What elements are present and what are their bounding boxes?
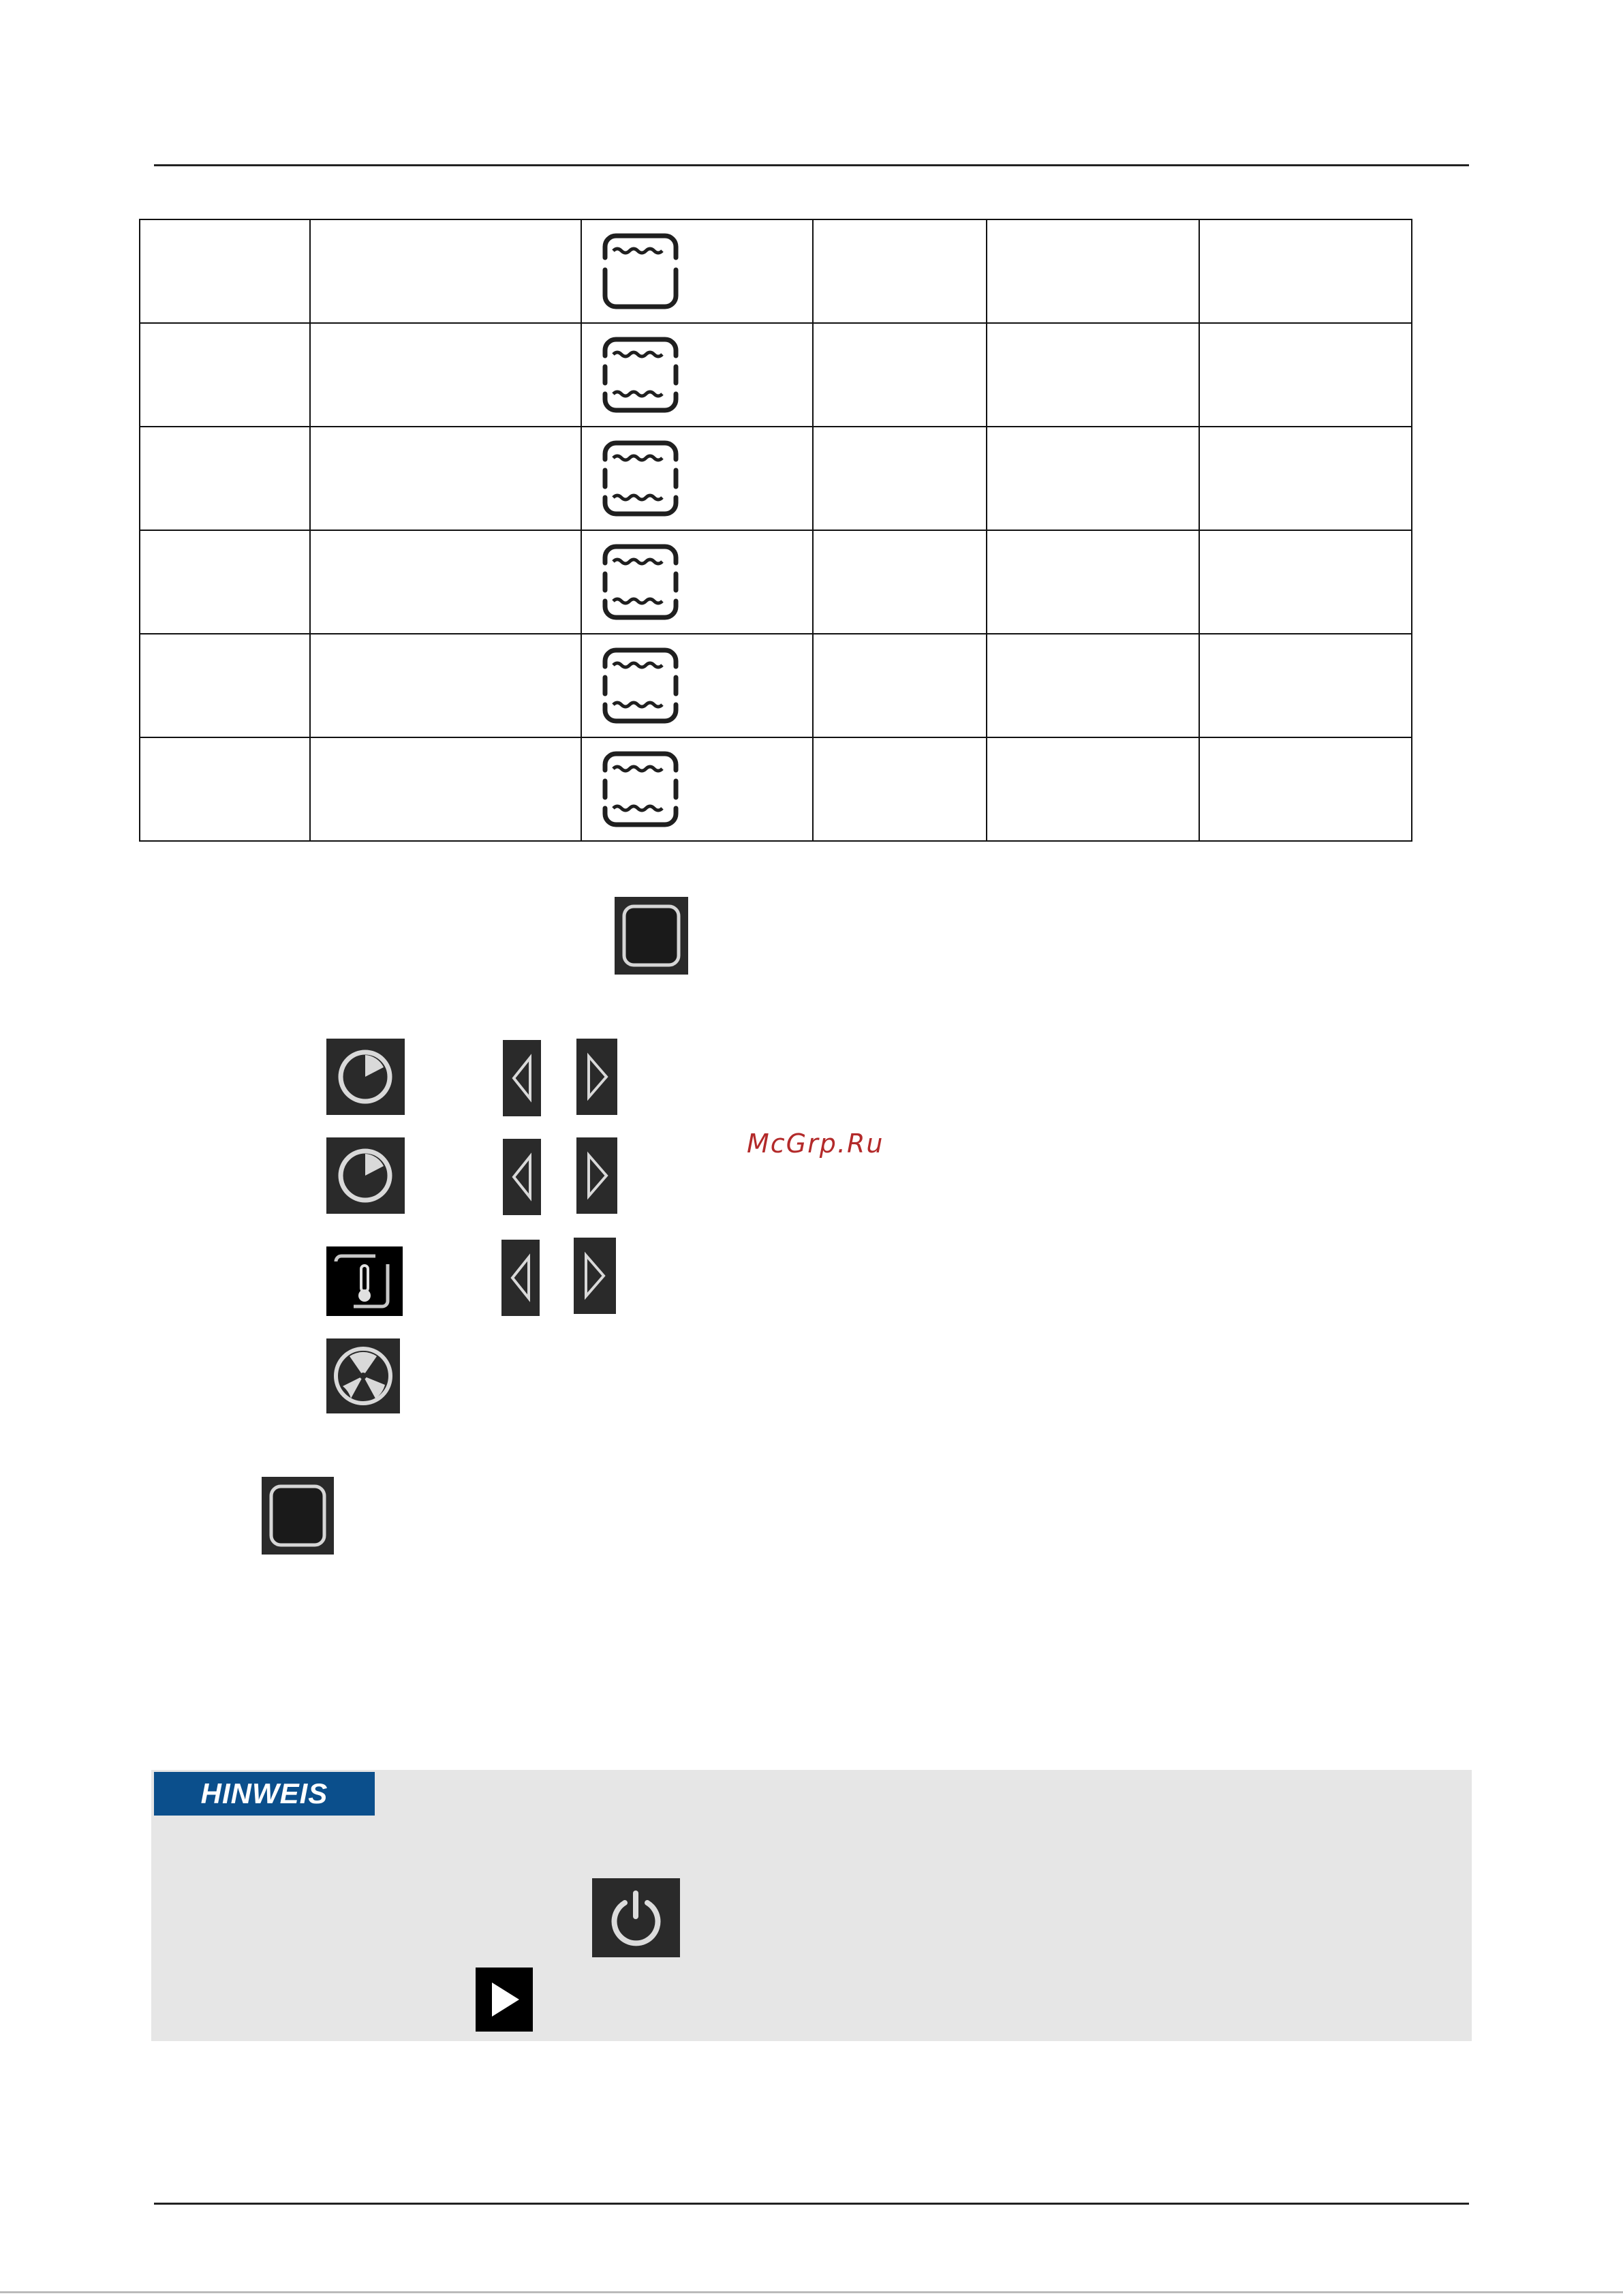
- table-cell: [140, 427, 310, 530]
- table-cell: [813, 427, 987, 530]
- table-cell: [310, 737, 581, 841]
- table-cell: [310, 323, 581, 427]
- table-cell: [581, 219, 813, 323]
- table-cell: [140, 323, 310, 427]
- arrow-left-icon[interactable]: [503, 1040, 541, 1116]
- table-cell: [1199, 634, 1412, 737]
- timer-icon[interactable]: [326, 1039, 405, 1115]
- table-cell: [140, 737, 310, 841]
- blank-key-icon[interactable]: [615, 897, 688, 975]
- table-row: [140, 530, 1412, 634]
- fan-icon[interactable]: [326, 1338, 400, 1413]
- table-row: [140, 737, 1412, 841]
- table-cell: [1199, 737, 1412, 841]
- table-cell: [581, 737, 813, 841]
- top-bottom-heat-icon: [596, 542, 685, 622]
- table-cell: [987, 219, 1199, 323]
- temperature-icon[interactable]: [326, 1246, 403, 1316]
- arrow-right-icon[interactable]: [576, 1039, 617, 1115]
- table-cell: [140, 634, 310, 737]
- table-cell: [581, 427, 813, 530]
- table-cell: [1199, 219, 1412, 323]
- table-cell: [310, 427, 581, 530]
- table-cell: [813, 737, 987, 841]
- table-row: [140, 427, 1412, 530]
- mode-table: [139, 219, 1412, 842]
- table-cell: [1199, 530, 1412, 634]
- header-rule: [154, 164, 1469, 166]
- table-cell: [310, 219, 581, 323]
- table-cell: [987, 737, 1199, 841]
- watermark: McGrp.Ru: [747, 1129, 884, 1159]
- table-row: [140, 323, 1412, 427]
- table-cell: [813, 530, 987, 634]
- table-cell: [987, 634, 1199, 737]
- table-cell: [310, 530, 581, 634]
- arrow-right-icon[interactable]: [574, 1238, 616, 1314]
- table-cell: [987, 323, 1199, 427]
- power-icon[interactable]: [592, 1878, 680, 1957]
- table-cell: [140, 530, 310, 634]
- scan-edge: [0, 2291, 1623, 2293]
- play-icon[interactable]: [476, 1968, 533, 2032]
- top-bottom-heat-icon: [596, 750, 685, 829]
- blank-key-icon[interactable]: [262, 1477, 334, 1555]
- table-cell: [987, 530, 1199, 634]
- arrow-right-icon[interactable]: [576, 1137, 617, 1214]
- top-bottom-heat-icon: [596, 646, 685, 725]
- top-bottom-heat-icon: [596, 439, 685, 518]
- table-cell: [813, 219, 987, 323]
- table-row: [140, 634, 1412, 737]
- arrow-left-icon[interactable]: [503, 1139, 541, 1215]
- top-heat-icon: [596, 232, 685, 311]
- table-cell: [1199, 427, 1412, 530]
- table-cell: [987, 427, 1199, 530]
- table-cell: [581, 323, 813, 427]
- top-bottom-heat-icon: [596, 335, 685, 414]
- table-cell: [1199, 323, 1412, 427]
- table-cell: [813, 634, 987, 737]
- timer-icon[interactable]: [326, 1137, 405, 1214]
- arrow-left-icon[interactable]: [501, 1240, 540, 1316]
- table-cell: [813, 323, 987, 427]
- table-cell: [581, 634, 813, 737]
- table-cell: [581, 530, 813, 634]
- footer-rule: [154, 2203, 1469, 2205]
- note-label: HINWEIS: [154, 1772, 375, 1816]
- table-cell: [140, 219, 310, 323]
- table-cell: [310, 634, 581, 737]
- table-row: [140, 219, 1412, 323]
